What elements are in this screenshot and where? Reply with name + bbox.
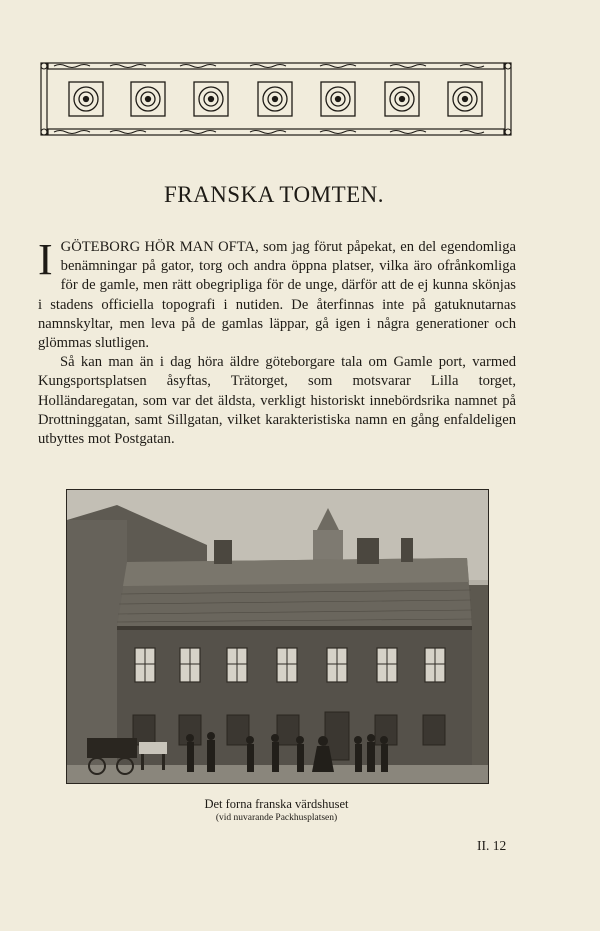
page-number: II. 12 (477, 838, 507, 853)
drop-cap: I (38, 235, 53, 284)
ornamental-header-border (40, 62, 512, 140)
figure-caption (66, 797, 487, 825)
caption-location: (vid nuvarande Packhusplatsen) (215, 813, 338, 823)
caption-title: Det forna franska värdshuset (204, 797, 349, 811)
chapter-title: FRANSKA TOMTEN. (163, 182, 385, 207)
building-photograph (66, 489, 489, 784)
paragraph-1-text: GÖTEBORG HÖR MAN OFTA, som jag förut påpekat, en del egendomliga benämningar på gator, torg och andra öppna platser, vilka äro ofrånkomliga för de gamle, men rätt obegripliga för de unge, därför att de ej kunna skönjas i stadens officiella topografi i nutiden. De återfinnas inte på gatuknutarnas namnskyltar, men leva på de gamlas läppar, gå igen i några generationer och glömmas slutligen. (38, 239, 516, 352)
article-body (38, 235, 516, 449)
paragraph-2: Så kan man än i dag höra äldre göteborgare tala om Gamle port, varmed Kungsportsplatsen åsyftas, Trätorget, som motsvarar Lilla torget, Holländaregatan, som var det äldsta, verkligt historiskt innebördsrika namnet på Drottninggatan, samt Sillgatan, vilket karakteristiska namn en gång enfaldeligen utbyttes mot Postgatan. (38, 354, 516, 448)
photograph-image (67, 490, 488, 783)
paragraph-1 (38, 235, 516, 353)
